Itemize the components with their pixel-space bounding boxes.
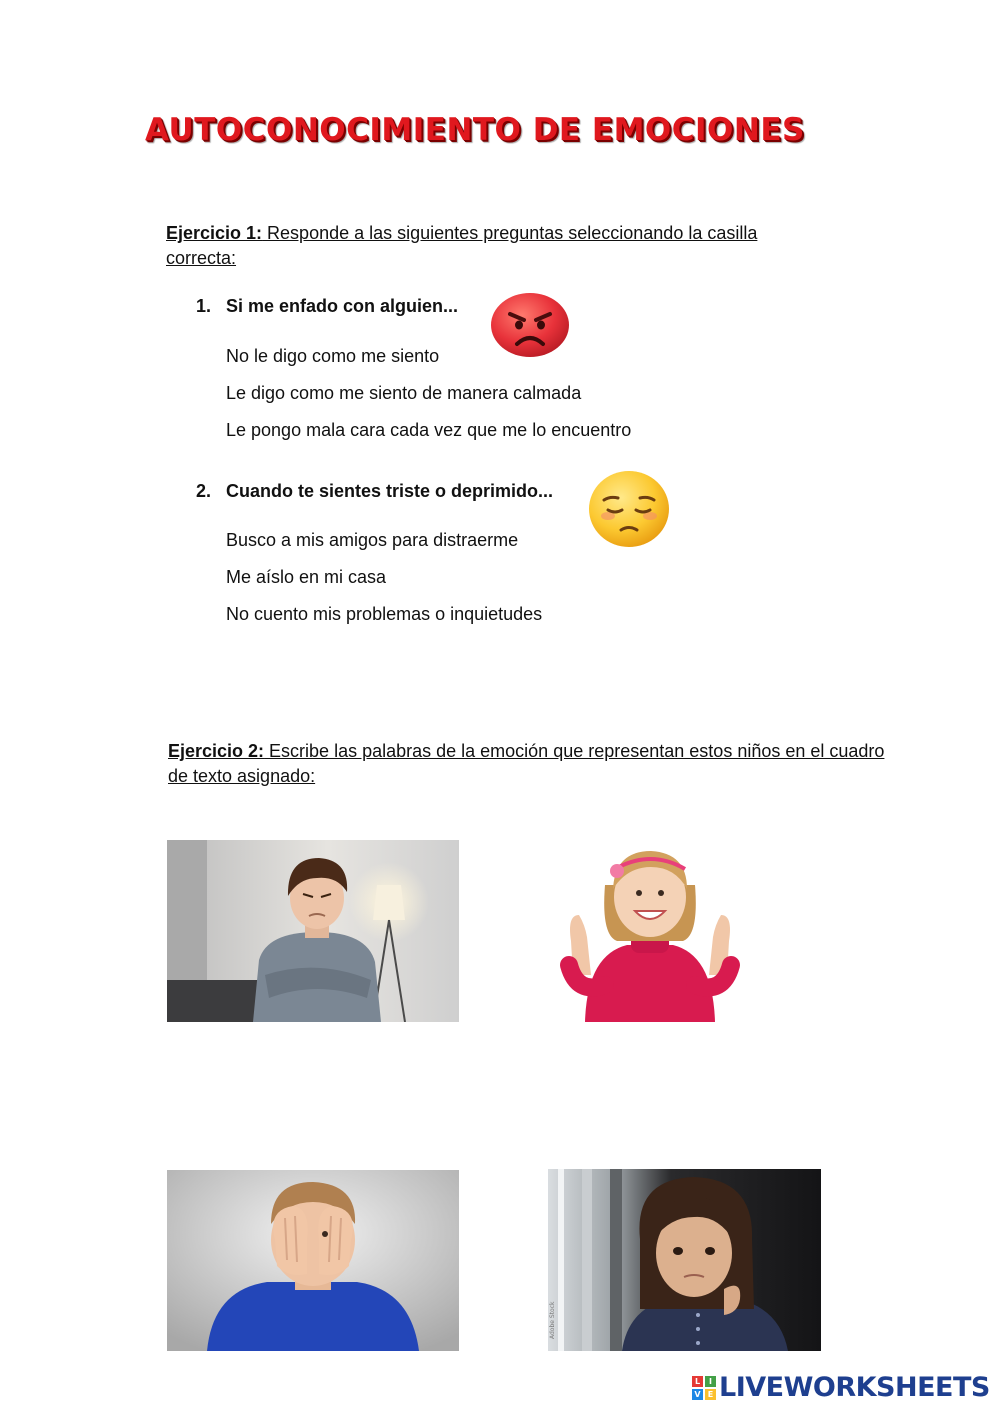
exercise1-instruction — [166, 221, 826, 271]
q2-option-1[interactable]: Busco a mis amigos para distraerme — [226, 530, 519, 550]
q2-option-3[interactable]: No cuento mis problemas o inquietudes — [226, 604, 543, 624]
pensive-face-icon — [588, 470, 670, 553]
exercise1-text: Responde a las siguientes preguntas seleccionando la casilla correcta: — [166, 223, 758, 268]
exercise2-text: Escribe las palabras de la emoción que representan estos niños en el cuadro de texto asignado: — [168, 741, 885, 786]
photo-angry-boy — [167, 840, 459, 1022]
liveworksheets-logo — [692, 1372, 990, 1403]
q1-option-1[interactable]: No le digo como me siento — [226, 346, 440, 366]
q2-option-2[interactable]: Me aíslo en mi casa — [226, 567, 387, 587]
logo-tiles-icon: L I V E — [692, 1376, 716, 1400]
brand-name: LIVEWORKSHEETS — [719, 1372, 990, 1403]
question-2-text: Cuando te sientes triste o deprimido... — [226, 481, 554, 501]
q1-option-3[interactable]: Le pongo mala cara cada vez que me lo encuentro — [226, 420, 632, 440]
page-title: AUTOCONOCIMIENTO DE EMOCIONES — [145, 112, 805, 148]
svg-text:Adobe Stock: Adobe Stock — [549, 1301, 556, 1339]
question-1: 1. Si me enfado con alguien... — [196, 296, 459, 316]
photo-sad-girl — [548, 1169, 821, 1351]
exercise2-instruction — [168, 739, 888, 789]
exercise1-label: Ejercicio 1: — [166, 223, 263, 243]
question-1-text: Si me enfado con alguien... — [226, 296, 459, 316]
angry-face-icon — [490, 292, 570, 363]
question-2: 2. Cuando te sientes triste o deprimido... — [196, 481, 554, 501]
photo-scared-boy — [167, 1170, 459, 1351]
exercise2-label: Ejercicio 2: — [168, 741, 265, 761]
q1-option-2[interactable]: Le digo como me siento de manera calmada — [226, 383, 582, 403]
photo-happy-girl — [557, 845, 743, 1022]
